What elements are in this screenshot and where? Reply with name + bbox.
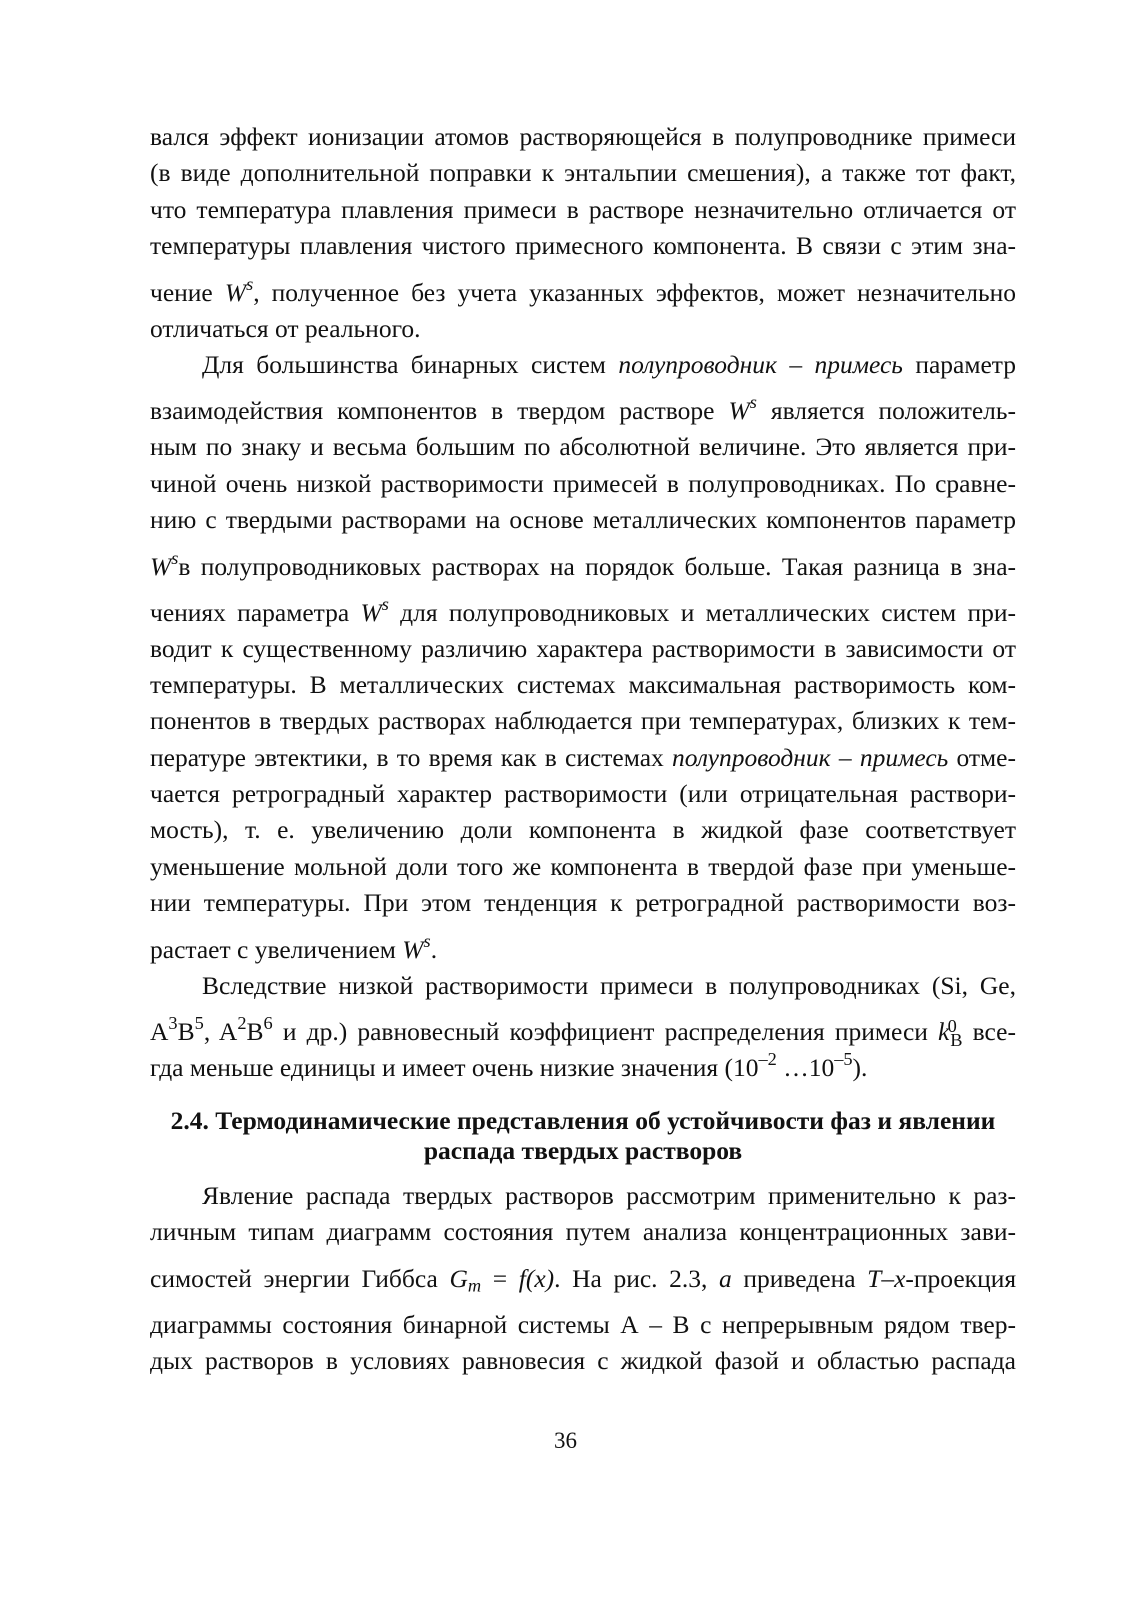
text-line: диаграммы состояния бинарной системы А – В с непрерывным рядом твер- (150, 1309, 1016, 1339)
text-line: Вследствие низкой растворимости примеси в полупроводниках (Si, Ge, (202, 970, 1016, 1000)
text-line: чается ретроградный характер растворимости (или отрицательная раствори- (150, 779, 1016, 809)
text-line: отличаться от реального. (150, 313, 421, 343)
symbol-w: $W^s$ (224, 273, 254, 307)
symbol-w: $W^s$ (360, 593, 389, 627)
text-line: температуры. В металлических системах максимальная растворимость ком- (150, 669, 1016, 699)
symbol-g-m: $G_m$ (449, 1263, 482, 1296)
text-line: температуры плавления чистого примесного компонента. В связи с этим зна- (150, 231, 1016, 261)
symbol-w: $W^s$ (150, 547, 179, 581)
text-line: мость), т. е. увеличению доли компонента в жидкой фазе соответствует (150, 815, 1016, 845)
symbol-w: $W^s$ (402, 930, 431, 964)
text-line: взаимодействия компонентов в твердом растворе $W^s$ является положитель- (150, 392, 1016, 426)
symbol-k-b-zero: k 0 $_B$ (938, 1015, 963, 1050)
text-line: $A^3B^5$, $A^2B^6$ и др.) равновесный коэффициент распределения примеси k 0 $_B$ все- (150, 1004, 1016, 1050)
text-line: понентов в твердых растворах наблюдается при температурах, близких к тем- (150, 706, 1016, 736)
page-number: 36 (554, 1428, 577, 1453)
text-line: пературе эвтектики, в то время как в системах полупроводник – примесь отме- (150, 742, 1016, 772)
heading-line: 2.4. Термодинамические представления об устойчивости фаз и явлении (170, 1106, 996, 1135)
text-line: чениях параметра $W^s$ для полупроводниковых и металлических систем при- (150, 593, 1016, 627)
text-line: растает с увеличением $W^s$. (150, 930, 438, 964)
text-line: нию с твердыми растворами на основе металлических компонентов параметр (150, 505, 1016, 535)
text-line: симостей энергии Гиббса $G_m = f(x)$. На рис. 2.3, а приведена T–x-проекция (150, 1263, 1016, 1296)
text-line: что температура плавления примеси в растворе незначительно отличается от (150, 194, 1016, 224)
body-text-lower (150, 1178, 1016, 1379)
text-line: вался эффект ионизации атомов растворяющейся в полупроводнике примеси (150, 122, 1016, 151)
heading-line: распада твердых растворов (423, 1136, 743, 1165)
text-line: дых растворов в условиях равновесия с жидкой фазой и областью распада (150, 1345, 1016, 1375)
text-line: (в виде дополнительной поправки к энтальпии смешения), а также тот факт, (150, 158, 1016, 188)
text-line: уменьшение мольной доли того же компонента в твердой фазе при уменьше- (150, 851, 1016, 881)
text-line: гда меньше единицы и имеет очень низкие значения ($10^{-2}$ $\dots 10^{-5}$). (150, 1049, 868, 1083)
body-text-upper (150, 119, 1016, 1086)
text-line: $W^sв$ полупроводниковых растворах на порядок больше. Такая разница в зна- (150, 547, 1016, 581)
text-line: ным по знаку и весьма большим по абсолютной величине. Это является при- (150, 432, 1016, 462)
text-line: Для большинства бинарных систем полупроводник – примесь параметр (202, 349, 1016, 379)
section-heading (150, 1106, 1016, 1166)
text-line: Явление распада твердых растворов рассмотрим применительно к раз- (202, 1181, 1016, 1210)
text-line: нии температуры. При этом тенденция к ретроградной растворимости воз- (150, 888, 1016, 918)
text-line: водит к существенному различию характера растворимости в зависимости от (150, 633, 1016, 663)
symbol-w: $W^s$ (728, 392, 757, 426)
text-line: чение $W^s$, полученное без учета указанных эффектов, может незначительно (150, 273, 1016, 307)
text-line: чиной очень низкой растворимости примесей в полупроводниках. По сравне- (150, 468, 1016, 498)
text-line: личным типам диаграмм состояния путем анализа концентрационных зави- (150, 1217, 1016, 1247)
